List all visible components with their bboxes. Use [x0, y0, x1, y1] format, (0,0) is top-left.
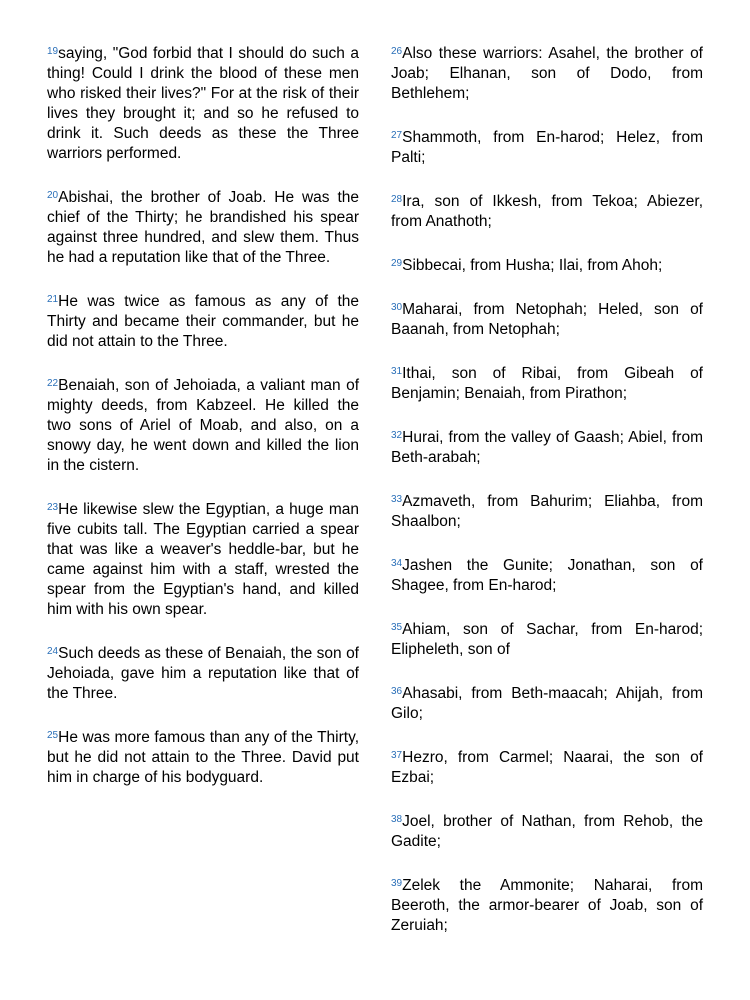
verse-text: Ahiam, son of Sachar, from En-harod; Elipheleth, son of [391, 621, 703, 658]
verse-21 [47, 292, 359, 352]
verse-22 [47, 376, 359, 476]
verse-39 [391, 876, 703, 936]
verse-text: Hezro, from Carmel; Naarai, the son of Ezbai; [391, 749, 703, 786]
verse-number: 34 [391, 558, 403, 569]
verse-number: 33 [391, 494, 403, 505]
verse-28 [391, 192, 703, 232]
verse-number: 22 [47, 378, 59, 389]
verse-text: Maharai, from Netophah; Heled, son of Baanah, from Netophah; [391, 301, 703, 338]
verse-text: Ahasabi, from Beth-maacah; Ahijah, from Gilo; [391, 685, 703, 722]
verse-number: 38 [391, 814, 403, 825]
verse-text: He was twice as famous as any of the Thirty and became their commander, but he did not attain to the Three. [47, 293, 359, 350]
verse-number: 29 [391, 258, 403, 269]
verse-number: 20 [47, 190, 59, 201]
verse-number: 27 [391, 130, 403, 141]
verse-text: Benaiah, son of Jehoiada, a valiant man of mighty deeds, from Kabzeel. He killed the two sons of Ariel of Moab, and also, on a snowy day, he went down and killed the lion in the cistern. [47, 377, 359, 474]
verse-26 [391, 44, 703, 104]
verse-29 [391, 256, 703, 276]
verse-number: 39 [391, 878, 403, 889]
verse-text: Ithai, son of Ribai, from Gibeah of Benjamin; Benaiah, from Pirathon; [391, 365, 703, 402]
verse-19 [47, 44, 359, 164]
verse-number: 31 [391, 366, 403, 377]
verse-33 [391, 492, 703, 532]
verse-number: 36 [391, 686, 403, 697]
verse-number: 30 [391, 302, 403, 313]
verse-text: Sibbecai, from Husha; Ilai, from Ahoh; [402, 257, 663, 274]
verse-text: Ira, son of Ikkesh, from Tekoa; Abiezer, from Anathoth; [391, 193, 703, 230]
verse-text: He was more famous than any of the Thirty, but he did not attain to the Three. David put him in charge of his bodyguard. [47, 729, 359, 786]
verse-number: 35 [391, 622, 403, 633]
verse-text: saying, "God forbid that I should do such a thing! Could I drink the blood of these men who risked their lives?" For at the risk of their lives they brought it; and so he refused to drink it. Such deeds as these the Three warriors performed. [47, 45, 359, 162]
verse-30 [391, 300, 703, 340]
verse-37 [391, 748, 703, 788]
verse-number: 26 [391, 46, 403, 57]
verse-number: 19 [47, 46, 59, 57]
verse-text: Abishai, the brother of Joab. He was the chief of the Thirty; he brandished his spear against three hundred, and slew them. Thus he had a reputation like that of the Three. [47, 189, 359, 266]
left-column [47, 44, 359, 812]
verse-20 [47, 188, 359, 268]
verse-text: Azmaveth, from Bahurim; Eliahba, from Shaalbon; [391, 493, 703, 530]
verse-number: 23 [47, 502, 59, 513]
verse-34 [391, 556, 703, 596]
verse-text: Zelek the Ammonite; Naharai, from Beeroth, the armor-bearer of Joab, son of Zeruiah; [391, 877, 703, 934]
verse-36 [391, 684, 703, 724]
verse-text: Such deeds as these of Benaiah, the son of Jehoiada, gave him a reputation like that of the Three. [47, 645, 359, 702]
verse-number: 37 [391, 750, 403, 761]
verse-27 [391, 128, 703, 168]
verse-35 [391, 620, 703, 660]
verse-24 [47, 644, 359, 704]
verse-text: He likewise slew the Egyptian, a huge man five cubits tall. The Egyptian carried a spear that was like a weaver's heddle-bar, but he came against him with a staff, wrested the spear from the Egyptian's hand, and killed him with his own spear. [47, 501, 359, 618]
verse-text: Hurai, from the valley of Gaash; Abiel, from Beth-arabah; [391, 429, 703, 466]
verse-number: 32 [391, 430, 403, 441]
verse-number: 25 [47, 730, 59, 741]
verse-text: Jashen the Gunite; Jonathan, son of Shagee, from En-harod; [391, 557, 703, 594]
verse-number: 28 [391, 194, 403, 205]
verse-38 [391, 812, 703, 852]
verse-number: 24 [47, 646, 59, 657]
right-column [391, 44, 703, 960]
verse-text: Also these warriors: Asahel, the brother of Joab; Elhanan, son of Dodo, from Bethlehem; [391, 45, 703, 102]
verse-31 [391, 364, 703, 404]
verse-text: Joel, brother of Nathan, from Rehob, the Gadite; [391, 813, 703, 850]
verse-32 [391, 428, 703, 468]
verse-23 [47, 500, 359, 620]
verse-text: Shammoth, from En-harod; Helez, from Palti; [391, 129, 703, 166]
verse-25 [47, 728, 359, 788]
verse-number: 21 [47, 294, 59, 305]
